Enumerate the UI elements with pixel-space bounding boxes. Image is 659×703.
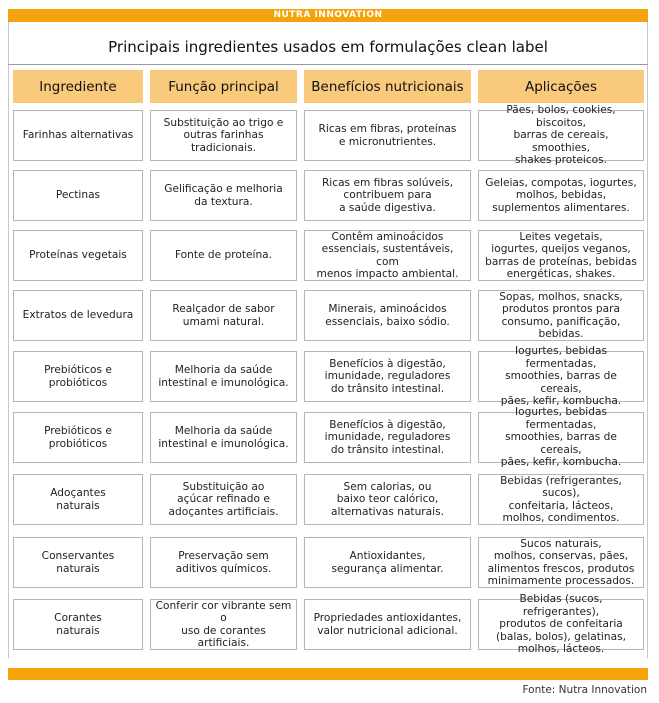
ingredient-cell: Proteínas vegetais [13,230,143,281]
benefits-cell: Sem calorias, ou baixo teor calórico, alternativas naturais. [304,474,471,525]
page-title: Principais ingredientes usados em formulações clean label [108,38,548,56]
applications-cell: Iogurtes, bebidas fermentadas, smoothies, barras de cereais, pães, kefir, kombucha. [478,351,644,402]
benefits-cell: Antioxidantes, segurança alimentar. [304,537,471,588]
applications-cell: Geleias, compotas, iogurtes, molhos, bebidas, suplementos alimentares. [478,170,644,221]
function-cell: Substituição ao açúcar refinado e adoçantes artificiais. [150,474,297,525]
source-note: Fonte: Nutra Innovation [522,684,647,696]
title-divider [8,64,648,65]
applications-cell: Pães, bolos, cookies, biscoitos, barras de cereais, smoothies, shakes proteicos. [478,110,644,161]
function-cell: Melhoria da saúde intestinal e imunológica. [150,412,297,463]
ingredient-cell: Conservantes naturais [13,537,143,588]
header-ingrediente: Ingrediente [13,70,143,103]
benefits-cell: Ricas em fibras, proteínas e micronutrientes. [304,110,471,161]
brand-bar: NUTRA INNOVATION [8,9,648,22]
benefits-cell: Ricas em fibras solúveis, contribuem para a saúde digestiva. [304,170,471,221]
ingredient-cell: Extratos de levedura [13,290,143,341]
benefits-cell: Benefícios à digestão, imunidade, reguladores do trânsito intestinal. [304,412,471,463]
bottom-bar [8,668,648,680]
ingredient-cell: Adoçantes naturais [13,474,143,525]
ingredient-cell: Prebióticos e probióticos [13,412,143,463]
function-cell: Fonte de proteína. [150,230,297,281]
function-cell: Gelificação e melhoria da textura. [150,170,297,221]
function-cell: Realçador de sabor umami natural. [150,290,297,341]
function-cell: Melhoria da saúde intestinal e imunológica. [150,351,297,402]
ingredient-cell: Farinhas alternativas [13,110,143,161]
header-aplicacoes: Aplicações [478,70,644,103]
benefits-cell: Minerais, aminoácidos essenciais, baixo sódio. [304,290,471,341]
benefits-cell: Propriedades antioxidantes, valor nutricional adicional. [304,599,471,650]
ingredient-cell: Prebióticos e probióticos [13,351,143,402]
applications-cell: Bebidas (sucos, refrigerantes), produtos de confeitaria (balas, bolos), gelatinas, molhos, lácteos. [478,599,644,650]
function-cell: Conferir cor vibrante sem o uso de corantes artificiais. [150,599,297,650]
applications-cell: Sucos naturais, molhos, conservas, pães, alimentos frescos, produtos minimamente processados. [478,537,644,588]
applications-cell: Sopas, molhos, snacks, produtos prontos para consumo, panificação, bebidas. [478,290,644,341]
function-cell: Substituição ao trigo e outras farinhas tradicionais. [150,110,297,161]
benefits-cell: Benefícios à digestão, imunidade, reguladores do trânsito intestinal. [304,351,471,402]
applications-cell: Bebidas (refrigerantes, sucos), confeitaria, lácteos, molhos, condimentos. [478,474,644,525]
benefits-cell: Contêm aminoácidos essenciais, sustentáveis, com menos impacto ambiental. [304,230,471,281]
function-cell: Preservação sem aditivos químicos. [150,537,297,588]
applications-cell: Iogurtes, bebidas fermentadas, smoothies, barras de cereais, pães, kefir, kombucha. [478,412,644,463]
header-beneficios: Benefícios nutricionais [304,70,471,103]
ingredient-cell: Corantes naturais [13,599,143,650]
applications-cell: Leites vegetais, iogurtes, queijos veganos, barras de proteínas, bebidas energéticas, shakes. [478,230,644,281]
ingredient-cell: Pectinas [13,170,143,221]
header-funcao: Função principal [150,70,297,103]
